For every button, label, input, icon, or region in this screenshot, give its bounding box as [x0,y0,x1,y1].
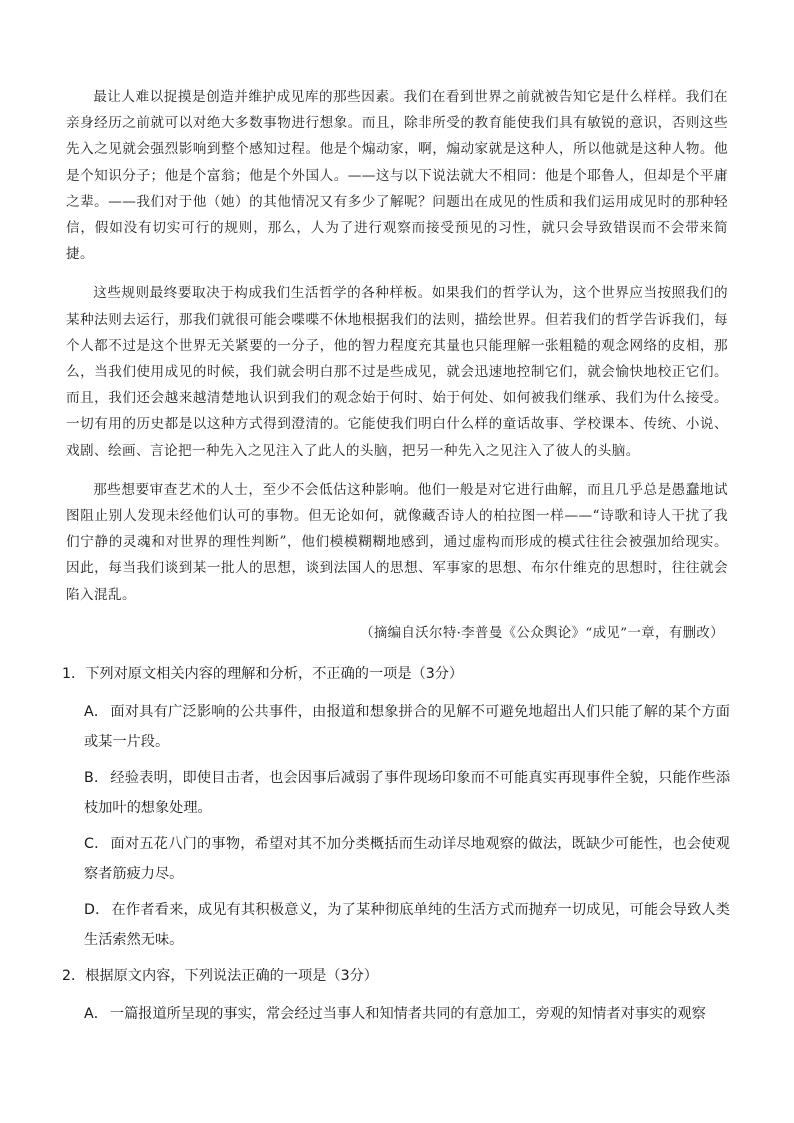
question-stem: 1．下列对原文相关内容的理解和分析，不正确的一项是（3分） [62,665,464,682]
reading-passage [64,84,730,647]
option-letter: D． [84,901,110,918]
passage-paragraph-2: 这些规则最终要取决于构成我们生活哲学的各种样板。如果我们的哲学认为，这个世界应当按照我们的某种法则去运行，那我们就很可能会喋喋不休地根据我们的法则，描绘世界。但若我们的哲学告诉我们，每个人都不过是这个世界无关紧要的一分子，他的智力程度充其量也只能理解一张粗糙的观念网络的皮相，那么，当我们使用成见的时候，我们就会明白那不过是些成见，就会迅速地控制它们，就会愉快地校正它们。而且，我们还会越来越清楚地认识到我们的观念始于何时、始于何处、如何被我们继承、我们为什么接受。一切有用的历史都是以这种方式得到澄清的。它能使我们明白什么样的童话故事、学校课本、传统、小说、戏剧、绘画、言论把一种先入之见注入了此人的头脑，把另一种先入之见注入了彼人的头脑。 [66,285,728,459]
passage-paragraph-1: 最让人难以捉摸是创造并维护成见库的那些因素。我们在看到世界之前就被告知它是什么样样。我们在亲身经历之前就可以对绝大多数事物进行想象。而且，除非所受的教育能使我们具有敏锐的意识，否则这些先入之见就会强烈影响到整个感知过程。他是个煽动家，啊，煽动家就是这种人，所以他就是这种人物。他是个知识分子；他是个富翁；他是个外国人。——这与以下说法就大不相同：他是个耶鲁人，但却是个平庸之辈。——我们对于他（她）的其他情况又有多少了解呢？问题出在成见的性质和我们运用成见时的那种轻信，假如没有切实可行的规则，那么，人为了进行观察而接受预见的习性，就只会导致错误而不会带来简捷。 [66,89,728,263]
option-letter: A． [84,1005,108,1022]
option-c [84,829,730,889]
question-1 [64,661,730,955]
option-b [84,763,730,823]
option-letter: C． [84,835,109,852]
passage-source: （摘编自沃尔特·李普曼《公众舆论》“成见”一章，有删改） [360,625,724,641]
option-text: 面对具有广泛影响的公共事件，由报道和想象拼合的见解不可避免地超出人们只能了解的某个方面或某一片段。 [84,703,730,750]
option-text: 在作者看来，成见有其积极意义，为了某种彻底单纯的生活方式而抛弃一切成见，可能会导致人类生活索然无味。 [84,901,730,948]
option-letter: A． [84,703,109,720]
option-d [84,895,730,955]
option-text: 经验表明，即使目击者，也会因事后减弱了事件现场印象而不可能真实再现事件全貌，只能作些添枝加叶的想象处理。 [84,769,731,816]
option-text: 一篇报道所呈现的事实，常会经过当事人和知情者共同的有意加工，旁观的知情者对事实的观察 [109,1005,706,1022]
question-2 [64,963,730,1029]
question-section [64,661,730,1029]
option-letter: B． [84,769,109,786]
option-a [84,697,730,757]
question-stem: 2．根据原文内容，下列说法正确的一项是（3分） [62,967,378,984]
option-text: 面对五花八门的事物，希望对其不加分类概括而生动详尽地观察的做法，既缺少可能性，也会使观察者筋疲力尽。 [84,835,730,882]
option-a [84,999,730,1029]
passage-paragraph-3: 那些想要审查艺术的人士，至少不会低估这种影响。他们一般是对它进行曲解，而且几乎总是愚蠢地试图阻止别人发现未经他们认可的事物。但无论如何，就像藏否诗人的柏拉图一样——“诗歌和诗人干扰了我们宁静的灵魂和对世界的理性判断”，他们模模糊糊地感到，通过虚构而形成的模式往往会被强加给现实。因此，每当我们谈到某一批人的思想，谈到法国人的思想、军事家的思想、布尔什维克的思想时，往往就会陷入混乱。 [66,481,728,603]
